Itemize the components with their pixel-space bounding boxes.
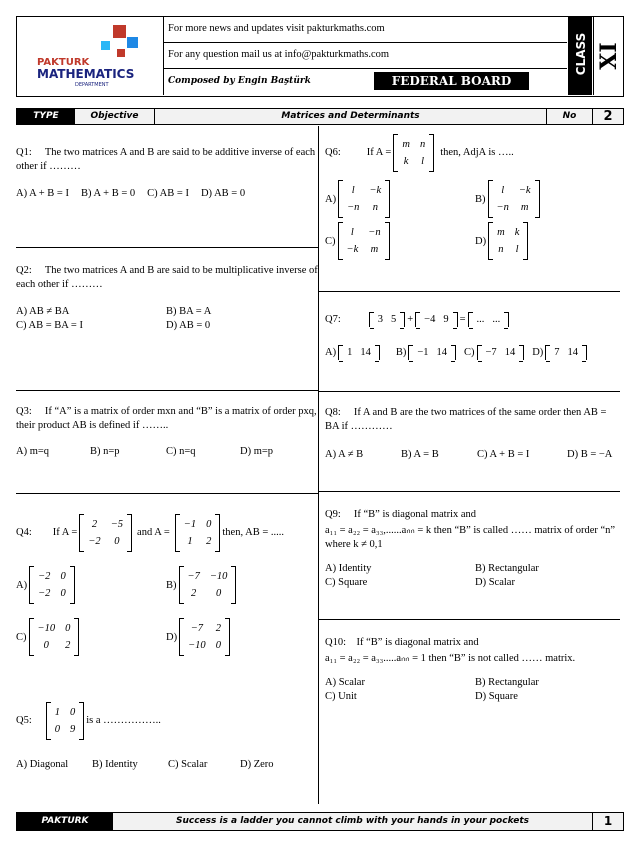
- q7-option-b[interactable]: B) −1 14: [396, 345, 458, 360]
- q10-text2: a₁₁ = a₂₂ = a₃₃.....aₙₙ = 1 then “B” is not called …… matrix.: [325, 653, 576, 664]
- q4-option-c[interactable]: C) −10 0 0 2: [16, 618, 166, 656]
- q7-option-c[interactable]: C) −7 14: [464, 345, 526, 360]
- footer-brand: PAKTURK: [17, 813, 113, 830]
- question-q3: [16, 391, 318, 494]
- logo-line1: PAKTURK: [37, 57, 90, 68]
- q4-option-d[interactable]: D) −7 2 −10 0: [166, 618, 306, 656]
- type-bar: [16, 108, 624, 125]
- q6-label: Q6:: [325, 147, 341, 158]
- q8-option-c[interactable]: C) A + B = I: [477, 449, 530, 460]
- q10-option-b[interactable]: B) Rectangular: [475, 677, 539, 688]
- q10-option-d[interactable]: D) Square: [475, 691, 518, 702]
- q8-option-a[interactable]: A) A ≠ B: [325, 449, 364, 460]
- q8-option-b[interactable]: B) A = B: [401, 449, 439, 460]
- composed-by: Composed by Engin Baştürk: [168, 76, 311, 86]
- q1-label: Q1:: [16, 147, 32, 158]
- q6-option-b[interactable]: B) l −k −n m: [475, 180, 615, 218]
- q10-option-a[interactable]: A) Scalar: [325, 677, 365, 688]
- question-q1: [16, 126, 318, 248]
- q6-option-c[interactable]: C) l −n −k m: [325, 222, 475, 260]
- q1-option-d[interactable]: D) AB = 0: [200, 188, 246, 199]
- q5-option-b[interactable]: B) Identity: [92, 759, 138, 770]
- q9-option-a[interactable]: A) Identity: [325, 563, 372, 574]
- q4-option-b[interactable]: B) −7 −10 2 0: [166, 566, 306, 604]
- q3-option-b[interactable]: B) n=p: [90, 446, 120, 457]
- no-label: No: [547, 109, 593, 124]
- info-block: [164, 17, 567, 95]
- q3-option-d[interactable]: D) m=p: [240, 446, 274, 457]
- q6-pre: If A =: [366, 147, 392, 158]
- question-q9: [318, 492, 620, 620]
- q6-matrix: m n k l: [393, 134, 434, 172]
- q6-post: then, AdjA is …..: [440, 147, 514, 158]
- q8-text: If A and B are the two matrices of the same order then AB = BA if …………: [325, 407, 607, 432]
- info-email: For any question mail us at info@pakturkmaths.com: [164, 43, 567, 69]
- q2-option-b[interactable]: B) BA = A: [166, 306, 212, 317]
- topic-title: Matrices and Determinants: [155, 109, 547, 124]
- logo-line2: MATHEMATICS: [37, 67, 135, 81]
- q5-label: Q5:: [16, 715, 32, 726]
- question-q4: [16, 494, 318, 694]
- q3-option-c[interactable]: C) n=q: [166, 446, 196, 457]
- q7-row-1: 3 5: [369, 312, 406, 327]
- q8-option-d[interactable]: D) B = −A: [567, 449, 613, 460]
- q1-option-b[interactable]: B) A + B = 0: [80, 188, 136, 199]
- q7-option-a[interactable]: A) 1 14: [325, 345, 382, 360]
- q10-option-c[interactable]: C) Unit: [325, 691, 357, 702]
- logo-square-red: [113, 25, 126, 38]
- q10-label: Q10:: [325, 637, 346, 648]
- q2-option-d[interactable]: D) AB = 0: [166, 320, 211, 331]
- q9-option-b[interactable]: B) Rectangular: [475, 563, 539, 574]
- q4-pre: If A =: [52, 527, 78, 538]
- q2-label: Q2:: [16, 265, 32, 276]
- footer-motto: Success is a ladder you cannot climb with your hands in your pockets: [113, 813, 593, 830]
- q1-text: The two matrices A and B are said to be additive inverse of each other if ………: [16, 147, 316, 172]
- q9-text1: If “B” is diagonal matrix and: [353, 509, 477, 520]
- q8-label: Q8:: [325, 407, 341, 418]
- q9-label: Q9:: [325, 509, 341, 520]
- q5-option-c[interactable]: C) Scalar: [168, 759, 208, 770]
- q1-option-c[interactable]: C) AB = I: [147, 188, 189, 199]
- q2-option-c[interactable]: C) AB = BA = I: [16, 320, 83, 331]
- class-value-cell: [593, 17, 623, 95]
- q4-post: then, AB = .....: [222, 527, 285, 538]
- q7-label: Q7:: [325, 313, 341, 325]
- q2-option-a[interactable]: A) AB ≠ BA: [16, 306, 70, 317]
- class-label: CLASS: [574, 32, 588, 76]
- q9-option-c[interactable]: C) Square: [325, 577, 368, 588]
- q6-option-d[interactable]: D) m k n l: [475, 222, 615, 260]
- page-number: 1: [603, 814, 613, 828]
- type-kind: Objective: [75, 109, 155, 124]
- question-q5: [16, 694, 318, 804]
- q7-option-d[interactable]: D) 7 14: [532, 345, 589, 360]
- q3-text: If “A” is a matrix of order mxn and “B” is a matrix of order pxq, their product AB is defined if ……..: [16, 406, 317, 431]
- q4-matrix-b: −1 0 1 2: [175, 514, 221, 552]
- composed-row: [164, 69, 567, 95]
- q6-option-a[interactable]: A) l −k −n n: [325, 180, 475, 218]
- board-label: FEDERAL BOARD: [374, 72, 529, 90]
- q7-row-3: ... ...: [468, 312, 510, 327]
- question-q10: [318, 620, 620, 804]
- question-q6: [318, 126, 620, 292]
- logo-line3: DEPARTMENT: [75, 82, 109, 88]
- q3-label: Q3:: [16, 406, 32, 417]
- question-q8: [318, 392, 620, 492]
- q9-text2: a₁₁ = a₂₂ = a₃₃,......aₙₙ = k then “B” is called …… matrix of order “n” where k ≠ 0,1: [325, 525, 616, 550]
- q10-text1: If “B” is diagonal matrix and: [356, 637, 479, 648]
- info-website: For more news and updates visit pakturkmaths.com: [164, 17, 567, 43]
- question-q2: [16, 248, 318, 391]
- q4-option-a[interactable]: A) −2 0 −2 0: [16, 566, 166, 604]
- q3-option-a[interactable]: A) m=q: [16, 446, 50, 457]
- footer: [16, 812, 624, 831]
- q5-post: is a ……………..: [86, 715, 161, 726]
- class-label-cell: [568, 17, 592, 95]
- q7-row-2: −4 9: [415, 312, 457, 327]
- q2-text: The two matrices A and B are said to be multiplicative inverse of each other if ………: [16, 265, 318, 290]
- q4-mid: and A =: [137, 527, 170, 538]
- logo: [17, 17, 164, 95]
- logo-square-small: [117, 49, 125, 57]
- header: [16, 16, 624, 97]
- q4-label: Q4:: [16, 527, 32, 538]
- q4-matrix-a: 2 −5 −2 0: [79, 514, 132, 552]
- q5-matrix: 1 0 0 9: [46, 702, 85, 740]
- q7-plus: +: [407, 313, 414, 325]
- logo-square-blue: [127, 37, 138, 48]
- class-value: XI: [596, 42, 622, 70]
- no-value: 2: [603, 109, 613, 124]
- q9-option-d[interactable]: D) Scalar: [475, 577, 515, 588]
- q5-option-a[interactable]: A) Diagonal: [16, 759, 69, 770]
- q1-option-a[interactable]: A) A + B = I: [16, 188, 69, 199]
- q5-option-d[interactable]: D) Zero: [240, 759, 274, 770]
- q7-equals: =: [459, 313, 466, 325]
- question-q7: [318, 292, 620, 392]
- logo-square-cyan: [101, 41, 110, 50]
- type-label: TYPE: [17, 109, 75, 124]
